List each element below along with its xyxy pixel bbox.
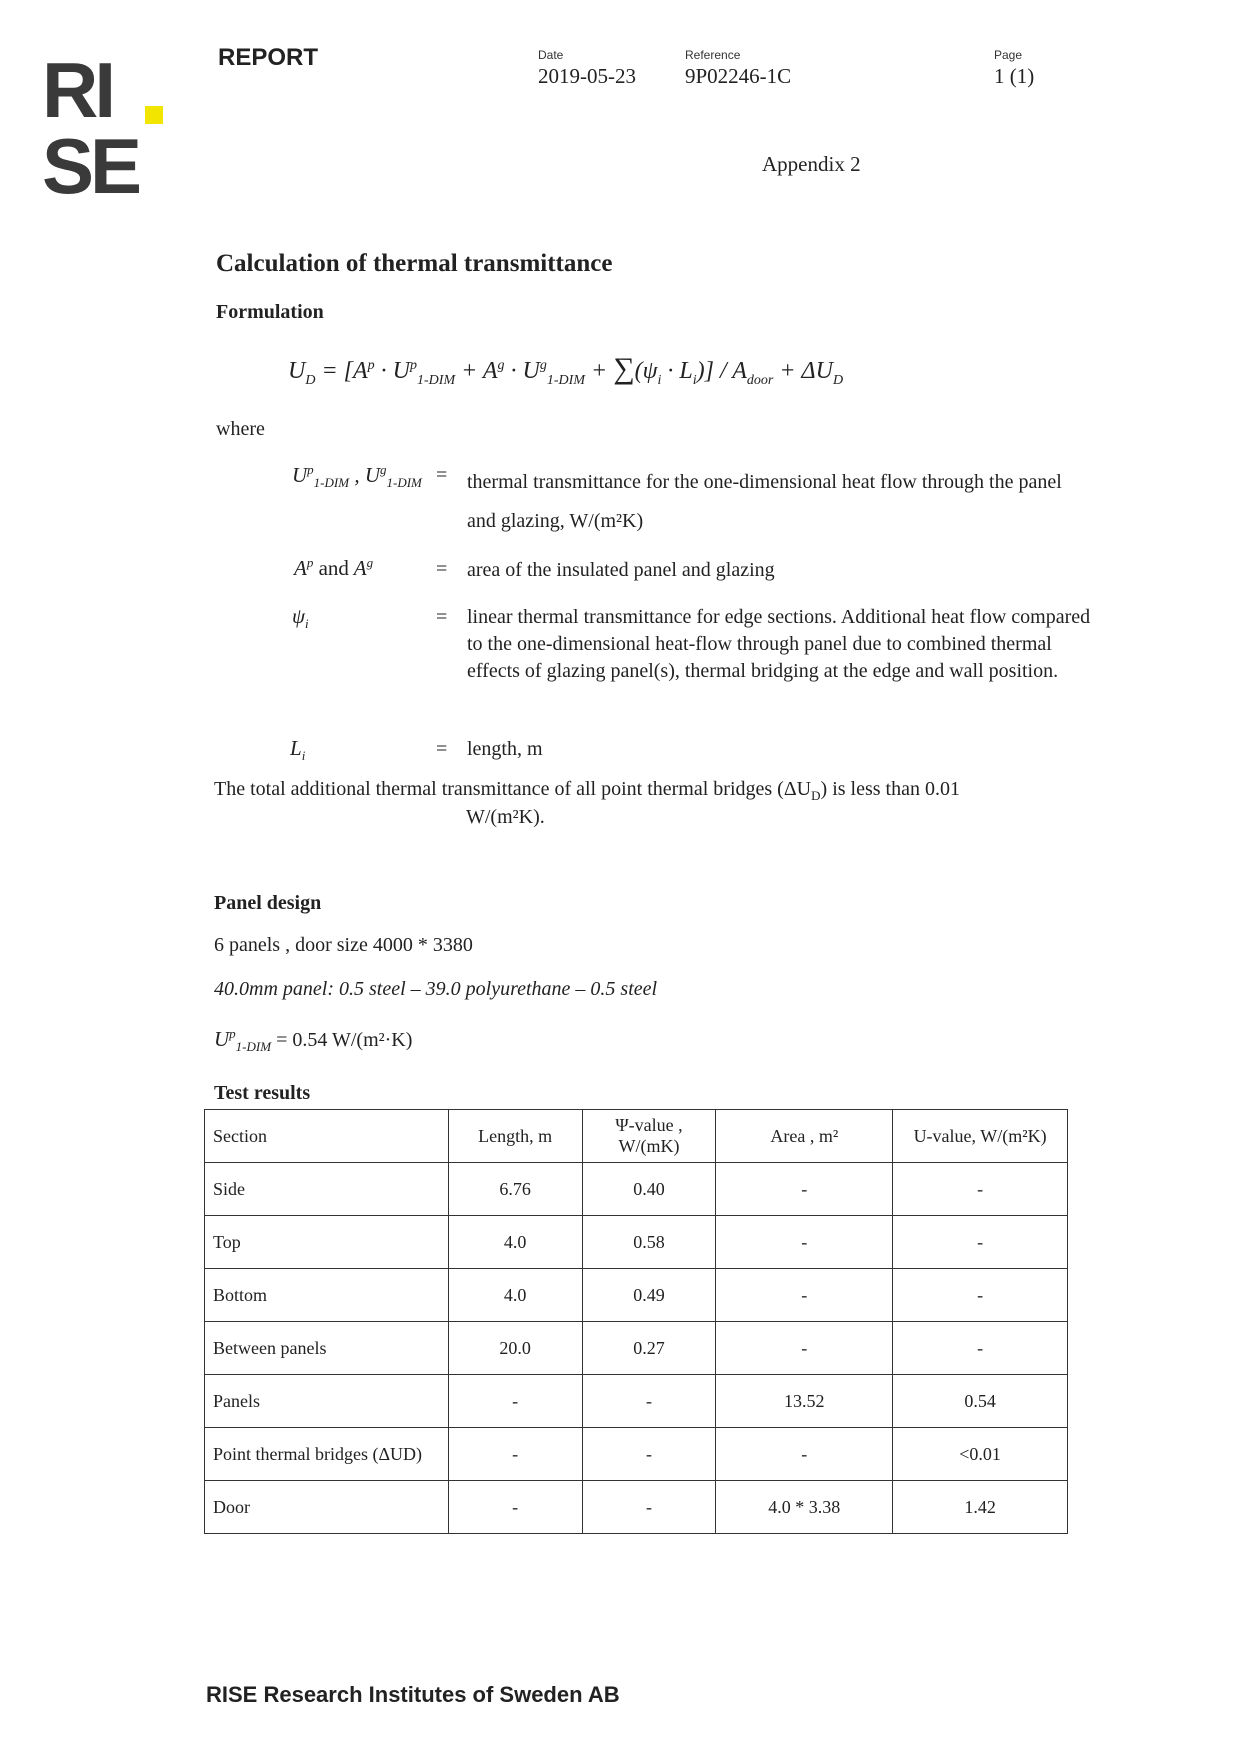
panel-design-u-value: $U^p_{1-DIM} = 0.54$ W/(m²·K)	[214, 1026, 413, 1055]
table-cell: -	[893, 1269, 1068, 1322]
panel-design-u-value-text: = 0.54 W/(m²·K)	[276, 1029, 413, 1051]
table-cell: 0.49	[582, 1269, 716, 1322]
definition-symbol-length: $L_i$	[290, 736, 306, 764]
formulation-heading: Formulation	[216, 301, 324, 323]
page-value: 1 (1)	[994, 64, 1035, 88]
point-bridges-note-start: The total additional thermal transmittance of all point thermal bridges (ΔU	[214, 778, 812, 800]
definition-text: area of the insulated panel and glazing	[467, 559, 775, 581]
table-cell: -	[893, 1216, 1068, 1269]
table-cell: -	[716, 1322, 893, 1375]
date-value: 2019-05-23	[538, 64, 636, 88]
table-cell: Between panels	[205, 1322, 449, 1375]
column-header: U-value, W/(m²K)	[893, 1110, 1068, 1163]
point-bridges-note	[214, 778, 1094, 804]
reference-value: 9P02246-1C	[685, 64, 792, 88]
table-cell: -	[893, 1163, 1068, 1216]
date-label: Date	[538, 48, 564, 62]
reference-label: Reference	[685, 48, 741, 62]
table-cell: -	[582, 1428, 716, 1481]
definition-and: and	[318, 556, 349, 580]
table-cell: 4.0 * 3.38	[716, 1481, 893, 1534]
definition-symbol-u: $U^p_{1-DIM}$ , $U^g_{1-DIM}$	[292, 462, 422, 491]
table-row	[205, 1269, 1068, 1322]
definition-symbol-area: $A^p$ and $A^g$	[294, 555, 374, 580]
table-cell: 4.0	[448, 1216, 582, 1269]
point-bridges-note-sub: D	[811, 788, 821, 803]
table-cell: -	[716, 1269, 893, 1322]
test-results-heading: Test results	[214, 1082, 311, 1104]
table-cell: 13.52	[716, 1375, 893, 1428]
table-cell: Top	[205, 1216, 449, 1269]
point-bridges-note-end: ) is less than 0.01	[820, 778, 960, 800]
table-cell: 0.58	[582, 1216, 716, 1269]
table-cell: -	[716, 1428, 893, 1481]
definition-equals: =	[436, 558, 448, 580]
table-cell: -	[448, 1375, 582, 1428]
table-cell: -	[448, 1481, 582, 1534]
definition-symbol-psi: $\psi_i$	[292, 604, 309, 632]
table-cell: Point thermal bridges (ΔUD)	[205, 1428, 449, 1481]
table-row	[205, 1216, 1068, 1269]
panel-design-line-2: 40.0mm panel: 0.5 steel – 39.0 polyurethane – 0.5 steel	[214, 978, 658, 1000]
definition-text: length, m	[467, 738, 543, 760]
page-label: Page	[994, 48, 1023, 62]
column-header: Ψ-value , W/(mK)	[582, 1110, 716, 1163]
table-cell: -	[448, 1428, 582, 1481]
panel-design-line-1: 6 panels , door size 4000 * 3380	[214, 934, 473, 956]
table-cell: 0.54	[893, 1375, 1068, 1428]
table-header-row	[205, 1110, 1068, 1163]
logo-line-1: RI	[42, 46, 112, 134]
table-cell: 0.40	[582, 1163, 716, 1216]
page-title: Calculation of thermal transmittance	[216, 250, 613, 277]
table-cell: Bottom	[205, 1269, 449, 1322]
table-cell: -	[716, 1216, 893, 1269]
footer-organization: RISE Research Institutes of Sweden AB	[206, 1682, 620, 1707]
logo-yellow-dot	[145, 106, 163, 124]
table-cell: <0.01	[893, 1428, 1068, 1481]
table-cell: 4.0	[448, 1269, 582, 1322]
table-row	[205, 1163, 1068, 1216]
column-header: Area , m²	[716, 1110, 893, 1163]
table-cell: Panels	[205, 1375, 449, 1428]
definition-equals: =	[436, 464, 448, 486]
table-row	[205, 1322, 1068, 1375]
u-value-formula: $U_D = [A^p \cdot U^p_{1-DIM} + A^g \cdot U^g_{1-DIM} + \sum(\psi_i \cdot L_i)] / A_{door} + \Delta U_D$	[288, 352, 844, 388]
column-header: Section	[205, 1110, 449, 1163]
table-row	[205, 1375, 1068, 1428]
point-bridges-note-unit: W/(m²K).	[466, 806, 545, 828]
test-results-table	[204, 1109, 1068, 1534]
table-cell: Side	[205, 1163, 449, 1216]
table-cell: -	[582, 1375, 716, 1428]
appendix-label: Appendix 2	[762, 152, 861, 176]
definition-text: linear thermal transmittance for edge sections. Additional heat flow compared to the one-dimensional heat-flow through panel due to combined thermal effects of glazing panel(s), thermal bridging at the edge and wall position.	[467, 606, 1091, 682]
table-cell: -	[893, 1322, 1068, 1375]
table-cell: -	[716, 1163, 893, 1216]
table-row	[205, 1428, 1068, 1481]
table-cell: 0.27	[582, 1322, 716, 1375]
table-cell: 6.76	[448, 1163, 582, 1216]
panel-design-heading: Panel design	[214, 892, 322, 914]
rise-logo	[42, 46, 167, 210]
table-cell: Door	[205, 1481, 449, 1534]
table-cell: 1.42	[893, 1481, 1068, 1534]
logo-line-2: SE	[42, 122, 139, 210]
table-cell: -	[582, 1481, 716, 1534]
where-label: where	[216, 418, 265, 440]
table-row	[205, 1481, 1068, 1534]
report-label: REPORT	[218, 44, 319, 71]
definition-equals: =	[436, 606, 448, 628]
column-header: Length, m	[448, 1110, 582, 1163]
table-cell: 20.0	[448, 1322, 582, 1375]
definition-equals: =	[436, 738, 448, 760]
definition-text: thermal transmittance for the one-dimensional heat flow through the panel and glazing, W/(m²K)	[467, 471, 1062, 532]
